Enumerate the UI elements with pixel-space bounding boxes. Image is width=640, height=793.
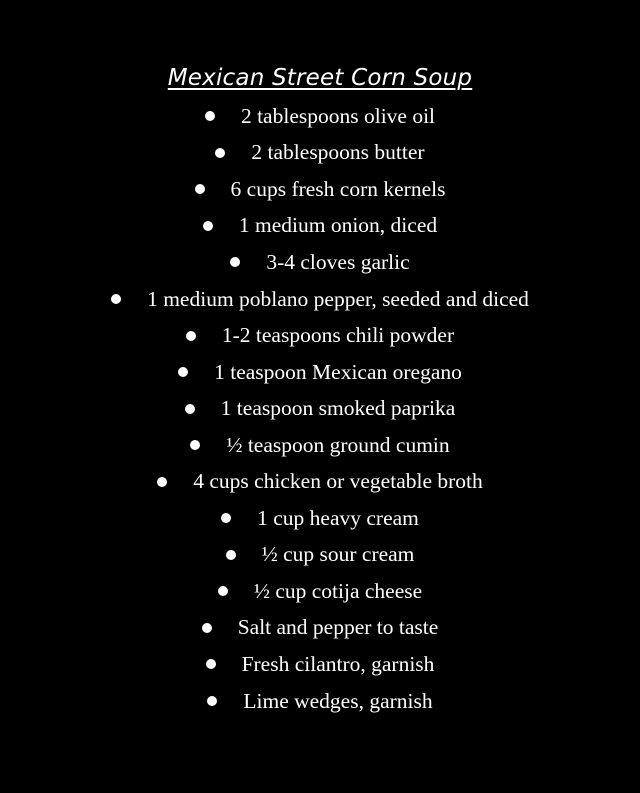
- ingredient-item: [0, 683, 640, 720]
- ingredient-text: Salt and pepper to taste: [237, 615, 439, 640]
- bullet-icon: [207, 696, 217, 706]
- ingredient-text: 6 cups fresh corn kernels: [230, 176, 446, 201]
- ingredient-item: [0, 208, 640, 245]
- ingredient-item: [0, 573, 640, 610]
- ingredient-item: [0, 135, 640, 172]
- bullet-icon: [202, 623, 212, 633]
- ingredient-text: 1-2 teaspoons chili powder: [221, 323, 455, 348]
- ingredient-text: 1 teaspoon smoked paprika: [220, 396, 456, 421]
- bullet-icon: [221, 513, 231, 523]
- ingredient-item: [0, 463, 640, 500]
- bullet-icon: [186, 331, 196, 341]
- recipe-title: Mexican Street Corn Soup: [167, 65, 473, 91]
- bullet-icon: [178, 367, 188, 377]
- ingredient-text: 1 teaspoon Mexican oregano: [214, 359, 462, 384]
- ingredient-text: 4 cups chicken or vegetable broth: [193, 469, 483, 494]
- ingredient-item: [0, 610, 640, 647]
- ingredient-item: [0, 500, 640, 537]
- ingredient-text: ½ cup sour cream: [261, 542, 415, 567]
- bullet-icon: [206, 659, 216, 669]
- bullet-icon: [185, 404, 195, 414]
- ingredient-item: [0, 244, 640, 281]
- ingredient-item: [0, 537, 640, 574]
- bullet-icon: [215, 148, 225, 158]
- ingredient-item: [0, 317, 640, 354]
- ingredient-text: 1 medium poblano pepper, seeded and diced: [147, 286, 529, 311]
- ingredient-item: [0, 390, 640, 427]
- ingredient-list: [0, 98, 640, 719]
- ingredient-item: [0, 171, 640, 208]
- ingredient-item: [0, 427, 640, 464]
- bullet-icon: [111, 294, 121, 304]
- ingredient-item: [0, 98, 640, 135]
- bullet-icon: [230, 257, 240, 267]
- ingredient-text: ½ teaspoon ground cumin: [226, 432, 450, 457]
- ingredient-text: 1 cup heavy cream: [257, 505, 419, 530]
- bullet-icon: [195, 184, 205, 194]
- ingredient-text: 2 tablespoons olive oil: [240, 103, 436, 128]
- bullet-icon: [226, 550, 236, 560]
- bullet-icon: [157, 477, 167, 487]
- bullet-icon: [203, 221, 213, 231]
- ingredient-item: [0, 281, 640, 318]
- bullet-icon: [205, 111, 215, 121]
- ingredient-item: [0, 646, 640, 683]
- ingredient-item: [0, 354, 640, 391]
- bullet-icon: [218, 586, 228, 596]
- ingredient-text: ½ cup cotija cheese: [253, 578, 423, 603]
- ingredient-text: 3-4 cloves garlic: [266, 249, 410, 274]
- ingredient-text: 2 tablespoons butter: [251, 140, 425, 165]
- bullet-icon: [190, 440, 200, 450]
- ingredient-text: 1 medium onion, diced: [238, 213, 438, 238]
- ingredient-text: Fresh cilantro, garnish: [241, 651, 435, 676]
- ingredient-text: Lime wedges, garnish: [243, 688, 433, 713]
